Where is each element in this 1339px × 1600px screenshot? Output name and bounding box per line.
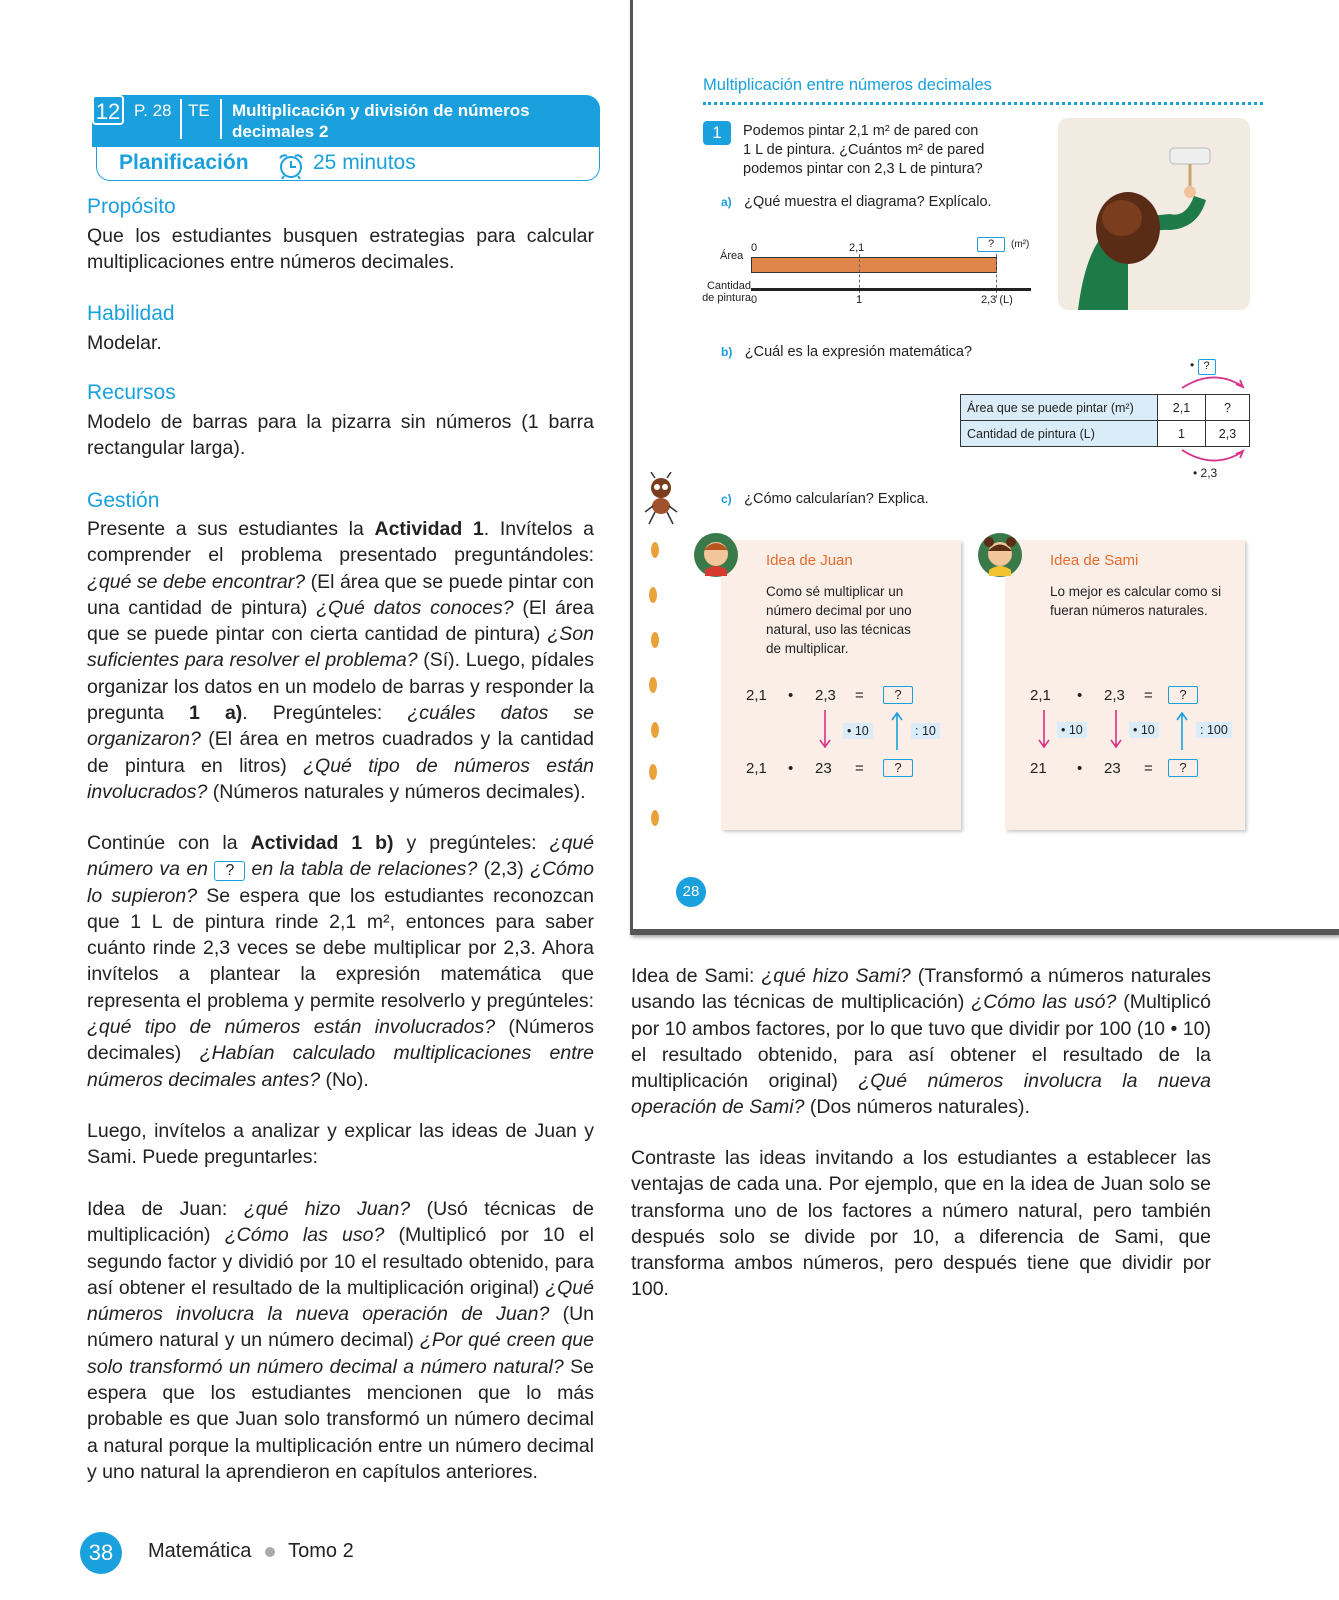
top-unit: (m²) [1011, 239, 1030, 250]
juan-eq-b: 2,3 [815, 687, 836, 704]
leaf-trail-icon [641, 540, 671, 840]
child-painting-illustration [1058, 118, 1250, 310]
text: y pregúnteles: [393, 832, 550, 854]
juan-answer-box: ? [883, 686, 913, 704]
text: (El área que se puede pintar con una cantidad de pintura) [87, 570, 594, 619]
top-question-box: ? [977, 237, 1005, 252]
juan-multiply-badge: • 10 [843, 723, 873, 739]
text: Idea de Sami: [631, 965, 762, 987]
problem-text [743, 122, 984, 179]
text: (Sí). Luego, pídales organizar los datos en un modelo de barras y responder la pregunta [87, 649, 594, 725]
text: • [1190, 358, 1195, 372]
habilidad-text: Modelar. [87, 332, 162, 354]
text: Matemática [148, 1540, 252, 1562]
top-zero: 0 [751, 242, 758, 254]
sami-multiply-badge-2: • 10 [1129, 722, 1159, 738]
text: ¿Por qué creen que solo transformó un número decimal a número natural? [87, 1329, 594, 1378]
text: ¿Cómo calcularían? Explica. [744, 491, 929, 507]
text: (Números decimales) [87, 1016, 594, 1065]
text: (El área que se puede pintar con cierta cantidad de pintura) [87, 596, 594, 646]
sami-eq2-a: 21 [1030, 760, 1047, 777]
text: 1 a) [189, 702, 243, 725]
divider [180, 99, 182, 139]
planning-label: Planificación [119, 151, 249, 174]
page-reference: P. 28 [134, 101, 172, 120]
proposito-heading: Propósito [87, 195, 176, 218]
sami-eq-a: 2,1 [1030, 687, 1051, 704]
sami-up-arrow-icon [1176, 710, 1188, 750]
text: (Transformó a números naturales usando las técnicas de multiplicación) [631, 965, 1212, 1014]
ant-mascot-icon [641, 472, 681, 528]
text: ¿Cómo las usó? [971, 991, 1117, 1014]
bottom-arrow-icon [1178, 448, 1248, 466]
text: ¿qué hizo Juan? [243, 1198, 411, 1220]
juan-answer-box-2: ? [883, 759, 913, 777]
lesson-title: Multiplicación y división de números decimales 2 [232, 101, 530, 141]
text: ¿cuáles datos se organizaron? [87, 702, 594, 751]
text: Como sé multiplicar un [766, 584, 904, 599]
text: ¿Qué números involucra la nueva operación de Sami? [631, 1070, 1211, 1119]
table-cell: 2,1 [1158, 395, 1206, 421]
table-cell: Área que se puede pintar (m²) [961, 395, 1158, 421]
end-dash [996, 254, 997, 298]
habilidad-heading: Habilidad [87, 302, 175, 325]
question-box: ? [1198, 359, 1216, 375]
juan-divide-badge: : 10 [911, 723, 940, 739]
table-row [961, 395, 1250, 421]
gestion-paragraph-4 [87, 1196, 594, 1485]
juan-down-arrow-icon [819, 710, 831, 750]
text: ¿Cuál es la expresión matemática? [744, 344, 973, 360]
paint-label [695, 280, 751, 304]
table-cell: 1 [1158, 421, 1206, 447]
juan-text [766, 582, 912, 658]
sami-discussion-paragraph [631, 963, 1211, 1121]
sami-eq-equals: = [1144, 687, 1153, 704]
text: ¿Habían calculado multiplicaciones entre números decimales antes? [87, 1042, 595, 1091]
text: (Usó técnicas de multiplicación) [87, 1198, 594, 1247]
question-a [721, 193, 992, 212]
student-page-title: Multiplicación entre números decimales [703, 76, 992, 94]
relation-table [960, 394, 1250, 447]
recursos-heading: Recursos [87, 381, 176, 404]
duration: 25 minutos [313, 151, 416, 174]
text: fueran números naturales. [1050, 603, 1208, 618]
text: natural, uso las técnicas [766, 622, 911, 637]
sami-eq2-equals: = [1144, 760, 1153, 777]
student-page-number: 28 [676, 877, 706, 907]
text: ¿qué tipo de números están involucrados? [87, 1016, 496, 1039]
question-c [721, 490, 929, 509]
sami-answer-box-2: ? [1168, 759, 1198, 777]
text: de pintura [702, 292, 751, 304]
top-arrow-icon [1178, 372, 1248, 390]
divider [220, 99, 222, 139]
table-bottom-op: • 2,3 [1193, 466, 1218, 480]
text: Presente a sus estudiantes la [87, 518, 375, 540]
question-box: ? [214, 861, 245, 881]
sami-multiply-badge-1: • 10 [1057, 722, 1087, 738]
gestion-heading: Gestión [87, 489, 160, 512]
text: ¿qué hizo Sami? [761, 965, 911, 987]
title-underline [703, 102, 1263, 105]
sami-eq2-dot: • [1077, 760, 1083, 777]
sami-down-arrow-icon [1110, 710, 1122, 750]
text: Actividad 1 b) [250, 832, 394, 854]
juan-eq2-a: 2,1 [746, 760, 767, 777]
text: Idea de Juan: [87, 1198, 244, 1220]
text: 1 L de pintura. ¿Cuántos m² de pared [743, 142, 985, 158]
footer-book [148, 1540, 354, 1563]
sami-divide-badge: : 100 [1196, 722, 1232, 738]
text: ¿Cómo las uso? [224, 1224, 385, 1247]
bottom-zero: 0 [751, 294, 758, 306]
sami-eq2-b: 23 [1104, 760, 1121, 777]
clock-icon [275, 152, 307, 180]
area-bar [751, 257, 997, 273]
sami-eq-b: 2,3 [1104, 687, 1125, 704]
text: (2,3) [477, 858, 531, 881]
juan-eq-equals: = [855, 687, 864, 704]
sami-eq-dot: • [1077, 687, 1083, 704]
table-cell: 2,3 [1206, 421, 1250, 447]
text: Cantidad [706, 280, 751, 292]
text: . Pregúnteles: [242, 702, 408, 725]
text: ¿Cómo lo supieron? [87, 858, 594, 907]
text: . Invítelos a comprender el problema presentado preguntándoles: [87, 518, 594, 567]
juan-up-arrow-icon [891, 710, 903, 750]
text: (Un número natural y un número decimal) [87, 1303, 595, 1352]
lesson-number: 12 [92, 95, 124, 125]
paint-line [751, 288, 1031, 291]
sami-text [1050, 582, 1221, 620]
text: Podemos pintar 2,1 m² de pared con [743, 123, 979, 139]
text: ¿Qué tipo de números están involucrados? [87, 754, 595, 803]
juan-avatar-icon [693, 532, 739, 578]
text: en la tabla de relaciones? [251, 858, 478, 881]
bullet-icon [265, 1547, 275, 1557]
juan-eq2-b: 23 [815, 760, 832, 777]
question-b [721, 343, 972, 362]
te-label: TE [188, 101, 210, 120]
proposito-text: Que los estudiantes busquen estrategias para calcular multiplicaciones entre números decimales. [87, 225, 594, 274]
text: Actividad 1 [374, 518, 484, 540]
table-row [961, 421, 1250, 447]
problem-number: 1 [703, 121, 731, 145]
juan-eq-a: 2,1 [746, 687, 767, 704]
text: Se espera que los estudiantes reconozcan que 1 L de pintura rinde 2,1 m², entonces para saber cuánto rinde 2,3 veces se debe multiplicar por 2,3. Ahora invítelos a plantear la expresión matemática que representa el problema y permite resolverlo y pregúnteles: [87, 884, 594, 1012]
text: ¿qué número va en [87, 832, 594, 881]
text: (No). [320, 1068, 369, 1091]
mid-dash [859, 254, 860, 298]
label: a) [721, 195, 732, 209]
gestion-paragraph-2 [87, 830, 594, 1093]
text: podemos pintar con 2,3 L de pintura? [743, 161, 983, 177]
text: ¿Son suficientes para resolver el problema? [87, 623, 594, 672]
student-page [630, 0, 1339, 935]
text: ¿Qué muestra el diagrama? Explícalo. [744, 194, 992, 210]
bottom-mid: 1 [856, 294, 863, 306]
text: de multiplicar. [766, 641, 849, 656]
text: (El área en metros cuadrados y la cantidad de pintura en litros) [87, 728, 594, 777]
text: ¿qué se debe encontrar? [87, 570, 306, 593]
label: b) [721, 345, 733, 359]
footer-page-number: 38 [80, 1532, 122, 1574]
text: número decimal por uno [766, 603, 912, 618]
juan-eq2-dot: • [788, 760, 794, 777]
text: Se espera que los estudiantes mencionen que lo más probable es que Juan solo transformó un número decimal a natural porque la multiplicación entre un número decimal y uno natural la aprendieron en capítulos anteriores. [87, 1355, 594, 1483]
planning-box [96, 147, 600, 181]
lesson-header [92, 95, 600, 180]
text: Tomo 2 [288, 1540, 354, 1562]
table-cell: Cantidad de pintura (L) [961, 421, 1158, 447]
bar-diagram [691, 232, 1051, 312]
gestion-paragraph-1 [87, 516, 594, 805]
text: (Números naturales y números decimales). [207, 780, 586, 803]
juan-eq2-equals: = [855, 760, 864, 777]
text: Continúe con la [87, 832, 251, 854]
juan-eq-dot: • [788, 687, 794, 704]
contrast-paragraph: Contraste las ideas invitando a los estudiantes a establecer las ventajas de cada una. Por ejemplo, que en la idea de Juan solo se transforma uno de los factores a número natural, pero también después solo se divide por 10, a diferencia de Sami, que transforma ambos números, pero después tiene que dividir por 100. [631, 1147, 1211, 1301]
text: (Dos números naturales). [804, 1096, 1030, 1119]
table-cell: ? [1206, 395, 1250, 421]
text: ¿Qué números involucra la nueva operación de Juan? [87, 1276, 594, 1326]
sami-avatar-icon [977, 532, 1023, 578]
area-label: Área [720, 250, 744, 262]
text: ¿Qué datos conoces? [316, 596, 514, 619]
juan-title: Idea de Juan [766, 552, 853, 569]
top-mid: 2,1 [849, 242, 865, 254]
recursos-text: Modelo de barras para la pizarra sin números (1 barra rectangular larga). [87, 411, 594, 460]
gestion-paragraph-3: Luego, invítelos a analizar y explicar las ideas de Juan y Sami. Puede preguntarles: [87, 1120, 594, 1169]
text: Lo mejor es calcular como si [1050, 584, 1222, 599]
bottom-end: 2,3 (L) [981, 294, 1013, 306]
text: (Multiplicó por 10 el segundo factor y dividió por 10 el resultado obtenido, para así obtener el resultado de la multiplicación original) [87, 1224, 594, 1299]
label: c) [721, 492, 732, 506]
text: (Multiplicó por 10 ambos factores, por lo que tuvo que dividir por 100 (10 • 10) el resultado obtenido, para así obtener el resultado de la multiplicación original) [631, 991, 1211, 1093]
sami-answer-box: ? [1168, 686, 1198, 704]
sami-down-arrow-icon [1038, 710, 1050, 750]
sami-title: Idea de Sami [1050, 552, 1139, 569]
